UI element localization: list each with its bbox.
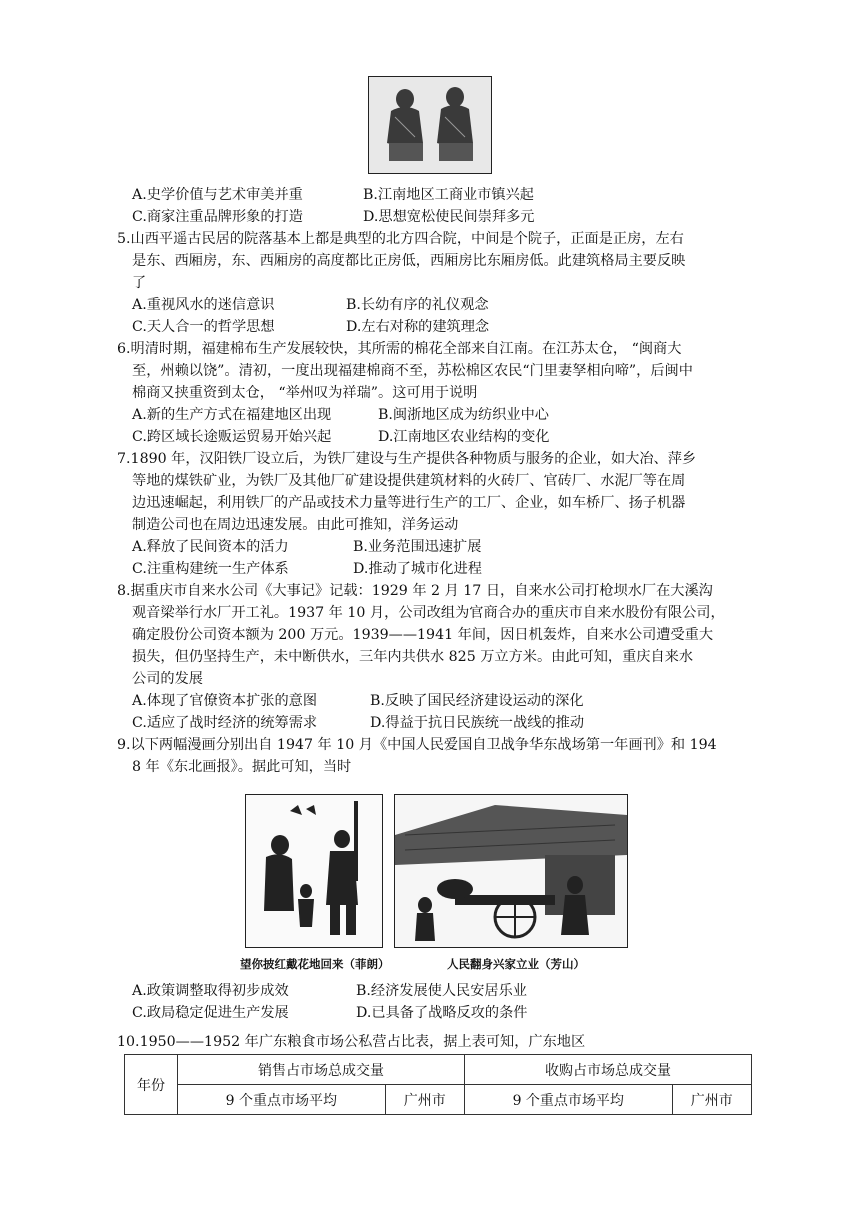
q6-option-b: B.闽浙地区成为纺织业中心 [378,407,549,423]
q5-stem-line-2: 是东、西厢房，东、西厢房的高度都比正房低，西厢房比东厢房低。此建筑格局主要反映 [132,253,686,269]
q6-option-d: D.江南地区农业结构的变化 [378,429,550,445]
table-subheader-sales-avg: 9 个重点市场平均 [178,1085,386,1115]
q5-stem-line-3: 了 [132,275,147,291]
q5-option-c: C.天人合一的哲学思想 [132,319,275,335]
q5-stem-line-1: 5.山西平遥古民居的院落基本上都是典型的北方四合院，中间是个院子，正面是正房，左右 [117,231,684,247]
q10-table [124,1054,752,1115]
q8-stem-line-2: 观音梁举行水厂开工礼。1937 年 10 月，公司改组为官商合办的重庆市自来水股份有限公司， [132,605,725,621]
q9-option-b: B.经济发展使人民安居乐业 [356,983,527,999]
cartoon-right-caption: 人民翻身兴家立业（芳山） [447,957,585,971]
q9-stem-line-1: 9.以下两幅漫画分别出自 1947 年 10 月《中国人民爱国自卫战争华东战场第一年画刊》和 194 [117,737,717,753]
q7-stem-line-1: 7.1890 年，汉阳铁厂设立后，为铁厂建设与生产提供各种物质与服务的企业，如大冶、萍乡 [117,451,697,467]
q7-option-c: C.注重构建统一生产体系 [132,561,289,577]
q7-stem-line-2: 等地的煤铁矿业，为铁厂及其他厂矿建设提供建筑材料的火砖厂、官砖厂、水泥厂等在周 [132,473,686,489]
cartoon-right-drawing [395,795,627,947]
cartoon-left-drawing [246,795,382,947]
cartoon-right [394,794,628,948]
q6-option-a: A.新的生产方式在福建地区出现 [132,407,332,423]
statues-illustration [369,77,491,173]
q4-option-b: B.江南地区工商业市镇兴起 [363,187,534,203]
table-header-year: 年份 [125,1055,178,1115]
q4-option-d: D.思想宽松使民间崇拜多元 [363,209,535,225]
q5-option-d: D.左右对称的建筑理念 [346,319,490,335]
table-header-purchase: 收购占市场总成交量 [464,1055,751,1085]
q7-stem-line-3: 边迅速崛起，利用铁厂的产品或技术力量等进行生产的工厂、企业，如车桥厂、扬子机器 [132,495,686,511]
q9-option-d: D.已具备了战略反攻的条件 [356,1005,528,1021]
q8-option-a: A.体现了官僚资本扩张的意图 [132,693,318,709]
q7-option-d: D.推动了城市化进程 [353,561,482,577]
q8-stem-line-1: 8.据重庆市自来水公司《大事记》记载：1929 年 2 月 17 日，自来水公司打枪坝水厂在大溪沟 [117,583,713,599]
q8-option-b: B.反映了国民经济建设运动的深化 [370,693,584,709]
table-subheader-purchase-guangzhou: 广州市 [672,1085,751,1115]
q6-stem-line-1: 6.明清时期，福建棉布生产发展较快，其所需的棉花全部来自江南。在江苏太仓， “闽商大 [117,341,682,357]
q5-option-b: B.长幼有序的礼仪观念 [346,297,489,313]
q6-stem-line-2: 至，州赖以饶”。清初，一度出现福建棉商不至，苏松棉区农民“门里妻孥相向啼”，后闽中 [132,363,693,379]
table-subheader-sales-guangzhou: 广州市 [385,1085,464,1115]
q6-stem-line-3: 棉商又挟重资到太仓， “举州叹为祥瑞”。这可用于说明 [132,385,478,401]
q4-option-a: A.史学价值与艺术审美并重 [132,187,303,203]
q8-stem-line-3: 确定股份公司资本额为 200 万元。1939——1941 年间，因日机轰炸，自来水公司遭受重大 [132,627,714,643]
q7-option-a: A.释放了民间资本的活力 [132,539,289,555]
table-subheader-purchase-avg: 9 个重点市场平均 [464,1085,672,1115]
statues-photo [368,76,492,174]
q5-option-a: A.重视风水的迷信意识 [132,297,275,313]
q8-stem-line-4: 损失，但仍坚持生产，未中断供水，三年内共供水 825 万立方米。由此可知，重庆自来水 [132,649,694,665]
q7-option-b: B.业务范围迅速扩展 [353,539,482,555]
q10-stem: 10.1950——1952 年广东粮食市场公私营占比表，据上表可知，广东地区 [117,1034,586,1050]
table-header-sales: 销售占市场总成交量 [178,1055,465,1085]
q9-option-a: A.政策调整取得初步成效 [132,983,289,999]
cartoon-left-caption: 望你披红戴花地回来（菲朗） [240,957,390,971]
q8-option-c: C.适应了战时经济的统筹需求 [132,715,318,731]
q8-option-d: D.得益于抗日民族统一战线的推动 [370,715,585,731]
q4-option-c: C.商家注重品牌形象的打造 [132,209,303,225]
q7-stem-line-4: 制造公司也在周边迅速发展。由此可推知，洋务运动 [132,517,459,533]
q9-option-c: C.政局稳定促进生产发展 [132,1005,289,1021]
q8-stem-line-5: 公司的发展 [132,671,203,687]
q6-option-c: C.跨区域长途贩运贸易开始兴起 [132,429,332,445]
q9-stem-line-2: 8 年《东北画报》。据此可知，当时 [132,759,352,775]
cartoon-left [245,794,383,948]
